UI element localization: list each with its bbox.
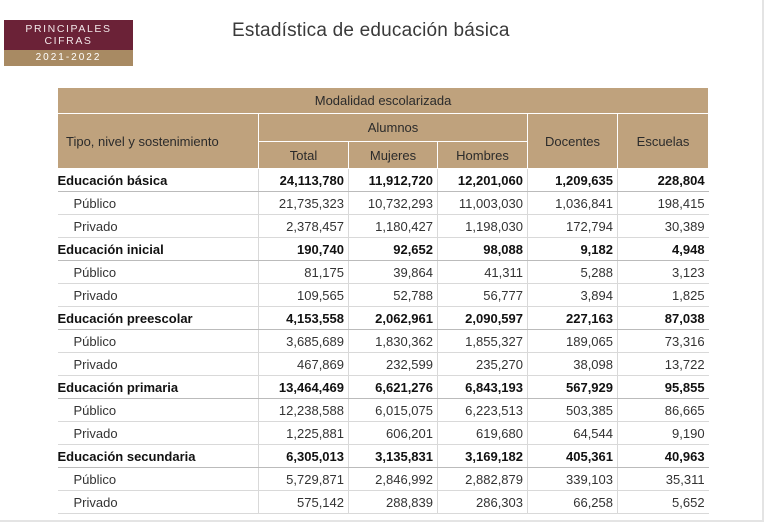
cell-total: 3,685,689 (259, 330, 349, 353)
cell-hombres: 3,169,182 (438, 445, 528, 468)
row-label: Público (58, 192, 259, 215)
cell-hombres: 2,882,879 (438, 468, 528, 491)
cell-mujeres: 2,062,961 (349, 307, 438, 330)
cell-escuelas: 5,652 (618, 491, 709, 514)
cell-mujeres: 1,830,362 (349, 330, 438, 353)
cell-mujeres: 2,846,992 (349, 468, 438, 491)
education-stats-table (57, 87, 709, 514)
cell-mujeres: 606,201 (349, 422, 438, 445)
cell-mujeres: 3,135,831 (349, 445, 438, 468)
cell-hombres: 1,198,030 (438, 215, 528, 238)
cell-mujeres: 10,732,293 (349, 192, 438, 215)
cell-docentes: 172,794 (528, 215, 618, 238)
alumnos-header: Alumnos (259, 114, 528, 142)
cell-total: 5,729,871 (259, 468, 349, 491)
page-title: Estadística de educación básica (232, 20, 510, 41)
cell-mujeres: 6,621,276 (349, 376, 438, 399)
cell-docentes: 3,894 (528, 284, 618, 307)
row-label: Educación inicial (58, 238, 259, 261)
table-row (58, 215, 709, 238)
cell-escuelas: 30,389 (618, 215, 709, 238)
cell-docentes: 9,182 (528, 238, 618, 261)
mujeres-header: Mujeres (349, 142, 438, 169)
category-row (58, 376, 709, 399)
cell-total: 24,113,780 (259, 169, 349, 192)
cell-escuelas: 4,948 (618, 238, 709, 261)
cell-total: 6,305,013 (259, 445, 349, 468)
table-row (58, 192, 709, 215)
cell-total: 21,735,323 (259, 192, 349, 215)
cell-hombres: 6,223,513 (438, 399, 528, 422)
cell-mujeres: 288,839 (349, 491, 438, 514)
cell-total: 4,153,558 (259, 307, 349, 330)
table-row (58, 491, 709, 514)
cell-docentes: 567,929 (528, 376, 618, 399)
docentes-header: Docentes (528, 114, 618, 169)
cell-total: 81,175 (259, 261, 349, 284)
cell-docentes: 5,288 (528, 261, 618, 284)
badge-line-1: PRINCIPALES (25, 23, 112, 35)
table-row (58, 399, 709, 422)
modalidad-header: Modalidad escolarizada (58, 88, 709, 114)
cell-docentes: 38,098 (528, 353, 618, 376)
cell-docentes: 64,544 (528, 422, 618, 445)
badge-years: 2021-2022 (4, 50, 133, 66)
cell-hombres: 1,855,327 (438, 330, 528, 353)
row-label: Privado (58, 491, 259, 514)
cell-hombres: 12,201,060 (438, 169, 528, 192)
total-header: Total (259, 142, 349, 169)
cell-docentes: 339,103 (528, 468, 618, 491)
cell-docentes: 503,385 (528, 399, 618, 422)
table-row (58, 422, 709, 445)
cell-escuelas: 1,825 (618, 284, 709, 307)
cell-hombres: 11,003,030 (438, 192, 528, 215)
cell-total: 575,142 (259, 491, 349, 514)
row-label: Público (58, 399, 259, 422)
category-row (58, 445, 709, 468)
cell-escuelas: 73,316 (618, 330, 709, 353)
cell-mujeres: 92,652 (349, 238, 438, 261)
cell-docentes: 405,361 (528, 445, 618, 468)
cell-mujeres: 39,864 (349, 261, 438, 284)
cell-escuelas: 198,415 (618, 192, 709, 215)
escuelas-header: Escuelas (618, 114, 709, 169)
cell-docentes: 189,065 (528, 330, 618, 353)
table-body (58, 169, 709, 514)
cell-hombres: 6,843,193 (438, 376, 528, 399)
cell-hombres: 98,088 (438, 238, 528, 261)
cell-docentes: 1,209,635 (528, 169, 618, 192)
cell-hombres: 619,680 (438, 422, 528, 445)
row-label: Educación primaria (58, 376, 259, 399)
category-row (58, 169, 709, 192)
table-row (58, 261, 709, 284)
cell-total: 190,740 (259, 238, 349, 261)
cell-hombres: 56,777 (438, 284, 528, 307)
table-row (58, 284, 709, 307)
cell-escuelas: 40,963 (618, 445, 709, 468)
badge-line-2: CIFRAS (44, 35, 93, 47)
row-label: Educación preescolar (58, 307, 259, 330)
cell-total: 467,869 (259, 353, 349, 376)
cell-docentes: 1,036,841 (528, 192, 618, 215)
table-row (58, 468, 709, 491)
row-label: Privado (58, 353, 259, 376)
row-label: Privado (58, 215, 259, 238)
cell-escuelas: 228,804 (618, 169, 709, 192)
cell-total: 2,378,457 (259, 215, 349, 238)
row-label: Educación básica (58, 169, 259, 192)
cell-docentes: 227,163 (528, 307, 618, 330)
row-label: Privado (58, 284, 259, 307)
cell-escuelas: 9,190 (618, 422, 709, 445)
cell-total: 13,464,469 (259, 376, 349, 399)
cell-escuelas: 86,665 (618, 399, 709, 422)
cell-hombres: 41,311 (438, 261, 528, 284)
cell-mujeres: 232,599 (349, 353, 438, 376)
category-row (58, 238, 709, 261)
hombres-header: Hombres (438, 142, 528, 169)
cell-mujeres: 11,912,720 (349, 169, 438, 192)
row-label: Público (58, 261, 259, 284)
cell-hombres: 235,270 (438, 353, 528, 376)
cell-hombres: 286,303 (438, 491, 528, 514)
cell-escuelas: 3,123 (618, 261, 709, 284)
cell-escuelas: 95,855 (618, 376, 709, 399)
cell-total: 12,238,588 (259, 399, 349, 422)
cell-mujeres: 6,015,075 (349, 399, 438, 422)
cell-total: 109,565 (259, 284, 349, 307)
cell-escuelas: 35,311 (618, 468, 709, 491)
principales-cifras-badge (4, 20, 133, 66)
category-row (58, 307, 709, 330)
cell-hombres: 2,090,597 (438, 307, 528, 330)
tipo-header: Tipo, nivel y sostenimiento (58, 114, 259, 169)
cell-escuelas: 87,038 (618, 307, 709, 330)
row-label: Educación secundaria (58, 445, 259, 468)
table-row (58, 330, 709, 353)
cell-mujeres: 1,180,427 (349, 215, 438, 238)
row-label: Público (58, 468, 259, 491)
cell-total: 1,225,881 (259, 422, 349, 445)
table-row (58, 353, 709, 376)
cell-docentes: 66,258 (528, 491, 618, 514)
row-label: Privado (58, 422, 259, 445)
row-label: Público (58, 330, 259, 353)
cell-escuelas: 13,722 (618, 353, 709, 376)
badge-label (4, 20, 133, 50)
cell-mujeres: 52,788 (349, 284, 438, 307)
